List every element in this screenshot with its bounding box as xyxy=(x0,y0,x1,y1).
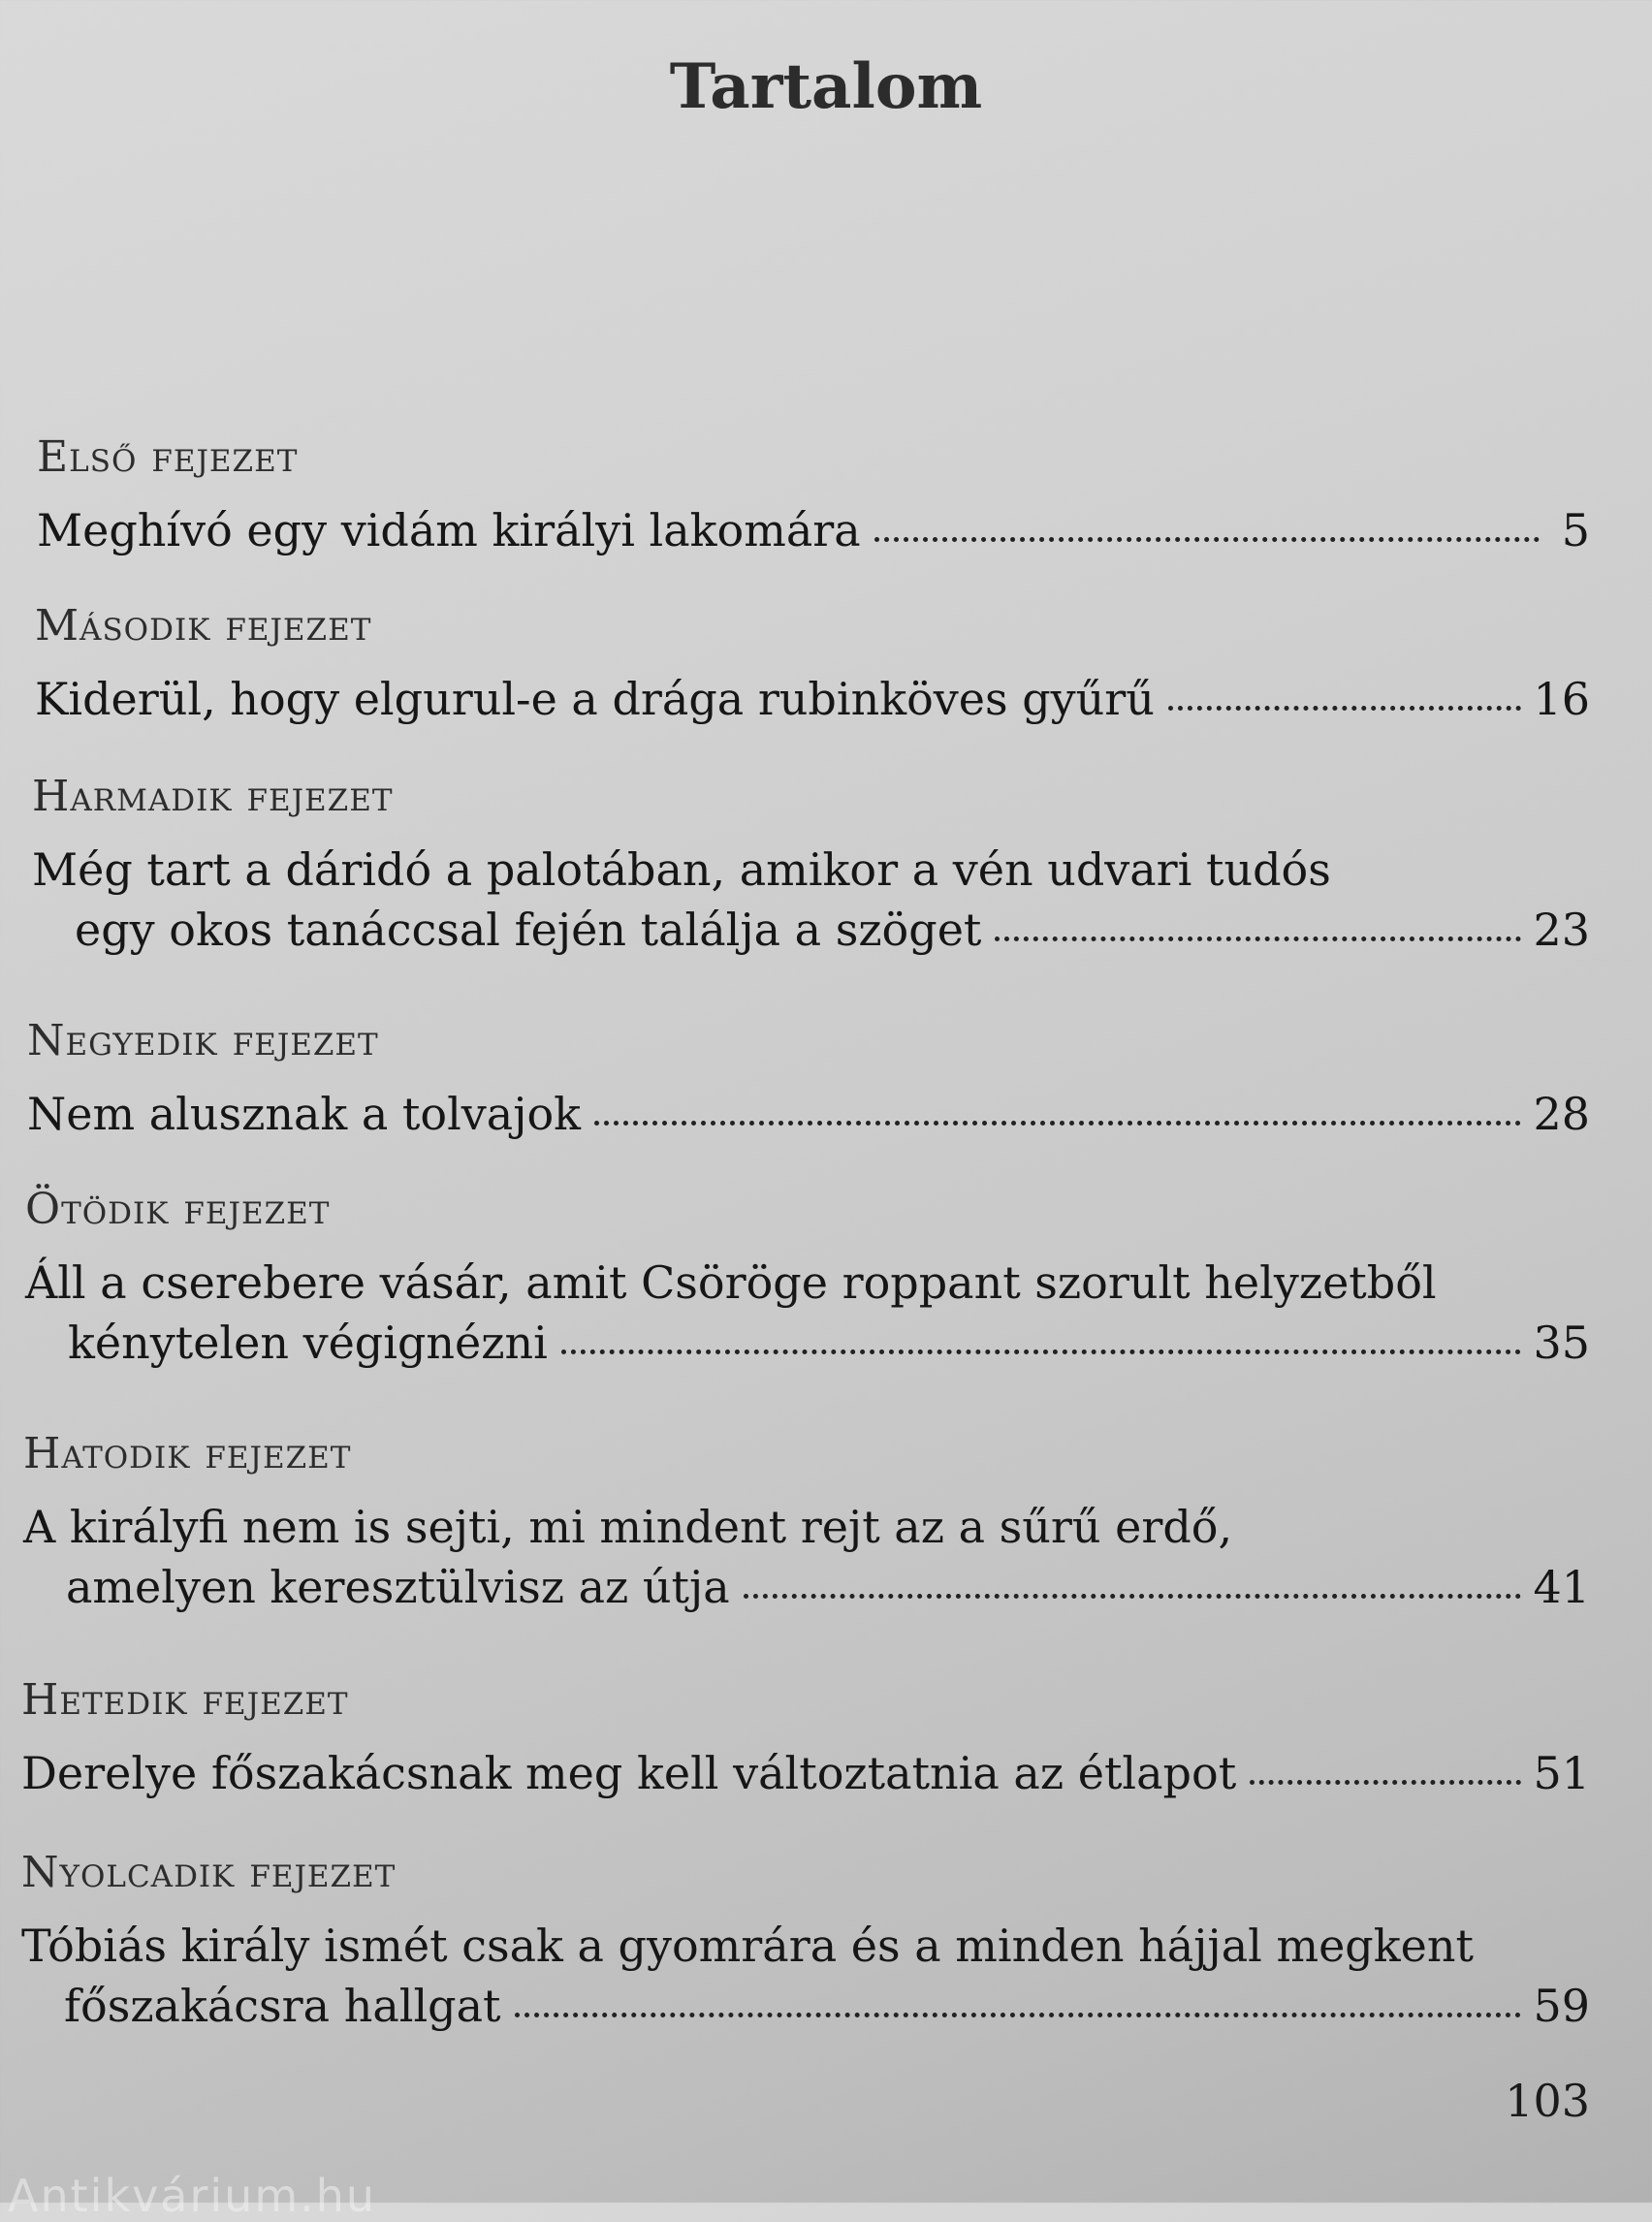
chapter-heading: Negyedik fejezet xyxy=(27,1016,379,1065)
page-number: 16 xyxy=(1533,673,1590,725)
page-number: 5 xyxy=(1561,504,1590,556)
chapter-heading: Második fejezet xyxy=(35,601,372,651)
toc-line xyxy=(21,1976,1590,2036)
dot-leader xyxy=(1168,706,1522,711)
dot-leader xyxy=(515,2013,1522,2017)
toc-entry xyxy=(23,1429,1590,1617)
page-number: 41 xyxy=(1533,1561,1590,1613)
chapter-title-continued: kénytelen végignézni xyxy=(68,1317,548,1369)
toc-entry xyxy=(37,432,1590,560)
page-number: 51 xyxy=(1533,1747,1590,1799)
dot-leader xyxy=(995,936,1521,941)
toc-line xyxy=(35,669,1590,729)
chapter-heading: Első fejezet xyxy=(37,432,299,482)
page-number: 59 xyxy=(1533,1980,1590,2032)
chapter-title-continued: egy okos tanáccsal fején találja a szöget xyxy=(75,904,982,956)
toc-line xyxy=(27,1084,1590,1144)
chapter-title: Derelye főszakácsnak meg kell változtatnia az étlapot xyxy=(21,1747,1237,1799)
chapter-title: Meghívó egy vidám királyi lakomára xyxy=(37,504,861,556)
watermark: Antikvárium.hu xyxy=(8,2170,377,2222)
toc-entry xyxy=(35,601,1590,729)
toc-line xyxy=(25,1313,1590,1373)
toc-line xyxy=(21,1743,1590,1803)
chapter-title: Áll a cserebere vásár, amit Csöröge roppant szorult helyzetből xyxy=(25,1256,1437,1309)
chapter-heading: Harmadik fejezet xyxy=(32,772,394,821)
page-number: 35 xyxy=(1533,1317,1590,1369)
toc-line xyxy=(32,900,1590,960)
toc-line xyxy=(23,1557,1590,1617)
chapter-title-continued: főszakácsra hallgat xyxy=(64,1980,501,2032)
chapter-title: A királyfi nem is sejti, mi mindent rejt az a sűrű erdő, xyxy=(23,1501,1233,1553)
page-number: 23 xyxy=(1533,904,1590,956)
dot-leader xyxy=(561,1349,1522,1354)
folio-page-number: 103 xyxy=(1505,2075,1590,2127)
chapter-heading: Hatodik fejezet xyxy=(23,1429,352,1478)
chapter-heading: Nyolcadik fejezet xyxy=(21,1848,397,1897)
toc-line xyxy=(37,500,1590,560)
chapter-title: Még tart a dáridó a palotában, amikor a vén udvari tudós xyxy=(32,843,1331,896)
toc-entry xyxy=(21,1848,1590,2036)
dot-leader xyxy=(1250,1780,1521,1785)
toc-entry xyxy=(32,772,1590,960)
toc-entry xyxy=(27,1016,1590,1144)
chapter-heading: Hetedik fejezet xyxy=(21,1675,349,1725)
chapter-title: Tóbiás király ismét csak a gyomrára és a minden hájjal megkent xyxy=(21,1920,1474,1972)
chapter-title: Nem alusznak a tolvajok xyxy=(27,1088,582,1140)
dot-leader xyxy=(744,1594,1522,1599)
toc-entry xyxy=(21,1675,1590,1803)
chapter-title: Kiderül, hogy elgurul-e a drága rubinköves gyűrű xyxy=(35,673,1155,725)
chapter-heading: Ötödik fejezet xyxy=(25,1185,331,1234)
chapter-title-continued: amelyen keresztülvisz az útja xyxy=(66,1561,730,1613)
page-number: 28 xyxy=(1533,1088,1590,1140)
toc-entry xyxy=(25,1185,1590,1373)
dot-leader xyxy=(874,537,1540,542)
dot-leader xyxy=(594,1121,1521,1126)
page-title: Tartalom xyxy=(669,50,983,123)
